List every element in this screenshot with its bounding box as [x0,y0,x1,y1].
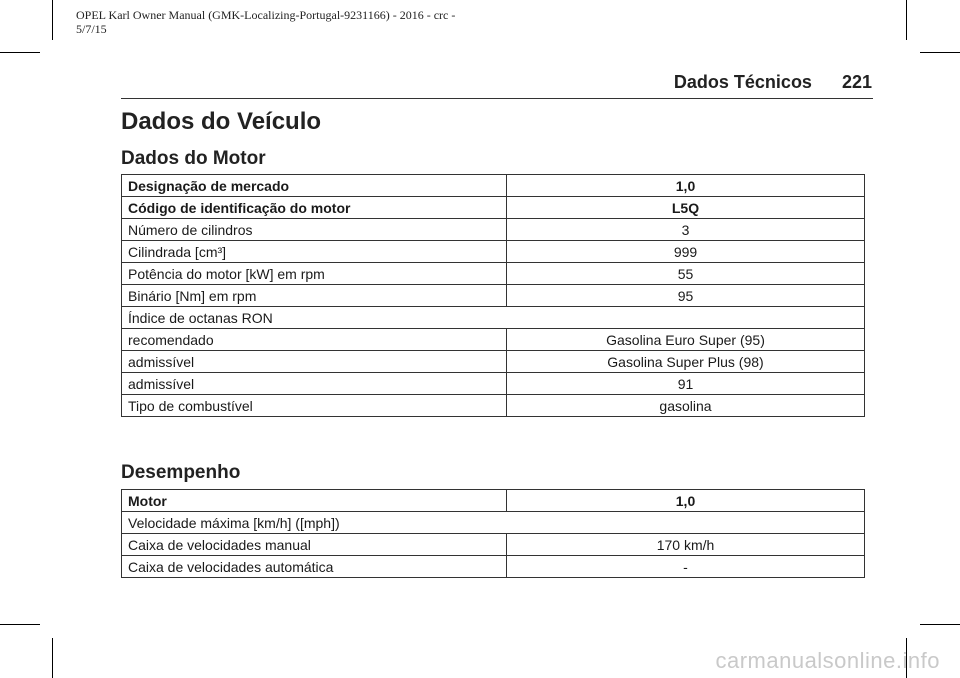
print-header-date: 5/7/15 [76,22,107,36]
row-value: 1,0 [507,490,865,512]
crop-mark [0,624,40,625]
row-label: Caixa de velocidades manual [122,534,507,556]
row-value: 3 [507,219,865,241]
crop-mark [920,624,960,625]
row-value: - [507,556,865,578]
row-label: Potência do motor [kW] em rpm [122,263,507,285]
row-value: 91 [507,373,865,395]
row-label: Velocidade máxima [km/h] ([mph]) [122,512,865,534]
row-label: Código de identificação do motor [122,197,507,219]
row-value: Gasolina Super Plus (98) [507,351,865,373]
row-value: 1,0 [507,175,865,197]
table-row [122,329,865,351]
section-name: Dados Técnicos [673,72,812,92]
performance-table [121,489,865,578]
running-head [600,72,872,93]
table-row [122,490,865,512]
crop-mark [52,0,53,40]
table-row [122,556,865,578]
table-row [122,197,865,219]
row-value: 55 [507,263,865,285]
section-heading-performance: Desempenho [121,462,241,483]
row-label: admissível [122,351,507,373]
row-label: Cilindrada [cm³] [122,241,507,263]
table-row [122,219,865,241]
row-label: Tipo de combustível [122,395,507,417]
row-label: Motor [122,490,507,512]
row-value: 95 [507,285,865,307]
crop-mark [52,638,53,678]
page-title: Dados do Veículo [121,108,322,135]
header-rule [121,98,873,99]
table-row [122,512,865,534]
row-value: 999 [507,241,865,263]
row-label: Designação de mercado [122,175,507,197]
table-row [122,175,865,197]
table-row [122,285,865,307]
watermark: carmanualsonline.info [715,648,940,673]
crop-mark [0,52,40,53]
table-row [122,373,865,395]
row-value: Gasolina Euro Super (95) [507,329,865,351]
section-heading-motor: Dados do Motor [121,148,266,169]
row-label: Caixa de velocidades automática [122,556,507,578]
crop-mark [906,0,907,40]
print-header-line: OPEL Karl Owner Manual (GMK-Localizing-Portugal-9231166) - 2016 - crc - [76,8,456,22]
table-row [122,263,865,285]
row-label: Número de cilindros [122,219,507,241]
row-value: gasolina [507,395,865,417]
engine-data-table [121,174,865,417]
row-label: Índice de octanas RON [122,307,865,329]
print-header-note [76,8,496,36]
page-number: 221 [841,72,872,92]
row-label: admissível [122,373,507,395]
table-row [122,395,865,417]
table-row [122,307,865,329]
table-row [122,351,865,373]
table-row [122,241,865,263]
row-value: 170 km/h [507,534,865,556]
row-value: L5Q [507,197,865,219]
crop-mark [920,52,960,53]
table-row [122,534,865,556]
row-label: Binário [Nm] em rpm [122,285,507,307]
row-label: recomendado [122,329,507,351]
